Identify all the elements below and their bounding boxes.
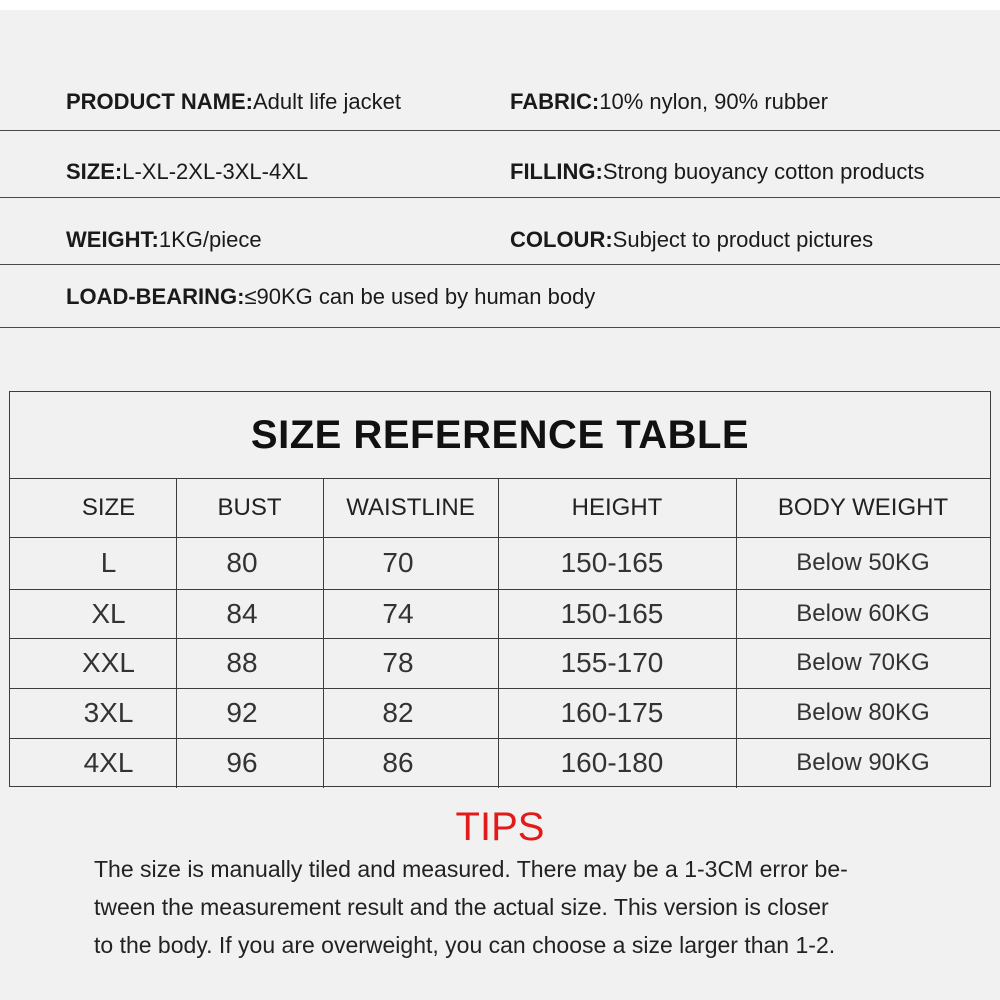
field-value: 10% nylon, 90% rubber [599, 89, 828, 114]
column-header-body-weight: BODY WEIGHT [777, 493, 949, 521]
column-header-bust: BUST [217, 493, 282, 521]
cell-bust: 92 [226, 697, 258, 728]
divider [0, 197, 1000, 198]
column-header-waistline: WAISTLINE [346, 493, 475, 521]
info-row [0, 264, 1000, 330]
cell-height: 150-165 [560, 547, 664, 578]
cell-body-weight: Below 70KG [796, 649, 930, 676]
top-band [0, 0, 1000, 10]
cell-height: 150-165 [560, 597, 664, 629]
tips-line: tween the measurement result and the actual size. This version is closer [94, 894, 829, 920]
info-row [0, 69, 1000, 135]
field-label: WEIGHT: [66, 227, 159, 252]
cell-waistline: 78 [382, 647, 414, 678]
cell-body-weight: Below 80KG [796, 699, 930, 726]
field-value: L-XL-2XL-3XL-4XL [122, 159, 309, 184]
cell-size: XL [91, 597, 126, 629]
cell-waistline: 82 [382, 697, 414, 728]
cell-size: L [100, 547, 117, 578]
cell-bust: 96 [226, 747, 258, 778]
size-field [66, 139, 308, 205]
tips-title: TIPS [455, 805, 545, 849]
cell-bust: 88 [226, 647, 258, 678]
field-value: ≤90KG can be used by human body [244, 284, 596, 309]
cell-body-weight: Below 90KG [796, 749, 930, 776]
cell-waistline: 74 [382, 597, 414, 629]
table-title: SIZE REFERENCE TABLE [250, 412, 750, 457]
field-label: PRODUCT NAME: [66, 89, 253, 114]
size-reference-table [9, 391, 991, 787]
cell-height: 160-175 [560, 697, 664, 728]
info-row [0, 139, 1000, 205]
field-value: Adult life jacket [253, 89, 401, 114]
field-label: SIZE: [66, 159, 123, 184]
cell-waistline: 86 [382, 747, 414, 778]
cell-height: 155-170 [560, 647, 664, 678]
cell-body-weight: Below 60KG [796, 599, 930, 627]
field-label: FILLING: [510, 159, 603, 184]
field-label: FABRIC: [510, 89, 600, 114]
cell-height: 160-180 [560, 747, 664, 778]
cell-size: 4XL [83, 747, 134, 778]
divider [0, 130, 1000, 131]
field-value: Strong buoyancy cotton products [602, 159, 925, 184]
table-grid [10, 478, 990, 788]
cell-body-weight: Below 50KG [796, 549, 930, 576]
product-name-field [66, 69, 401, 135]
filling-field [510, 139, 925, 205]
column-header-size: SIZE [81, 493, 136, 521]
field-label: COLOUR: [510, 227, 613, 252]
tips-text [94, 850, 939, 964]
field-value: Subject to product pictures [612, 227, 874, 252]
cell-bust: 80 [226, 547, 258, 578]
cell-size: XXL [82, 647, 135, 678]
cell-waistline: 70 [382, 547, 414, 578]
tips-line: to the body. If you are overweight, you can choose a size larger than 1-2. [94, 932, 836, 958]
tips-line: The size is manually tiled and measured. There may be a 1-3CM error be- [94, 856, 848, 882]
cell-bust: 84 [226, 597, 258, 629]
load-bearing-field [66, 264, 595, 330]
field-label: LOAD-BEARING: [66, 284, 245, 309]
cell-size: 3XL [83, 697, 134, 728]
column-header-height: HEIGHT [571, 493, 663, 521]
field-value: 1KG/piece [158, 227, 262, 252]
fabric-field [510, 69, 828, 135]
divider [0, 327, 1000, 328]
